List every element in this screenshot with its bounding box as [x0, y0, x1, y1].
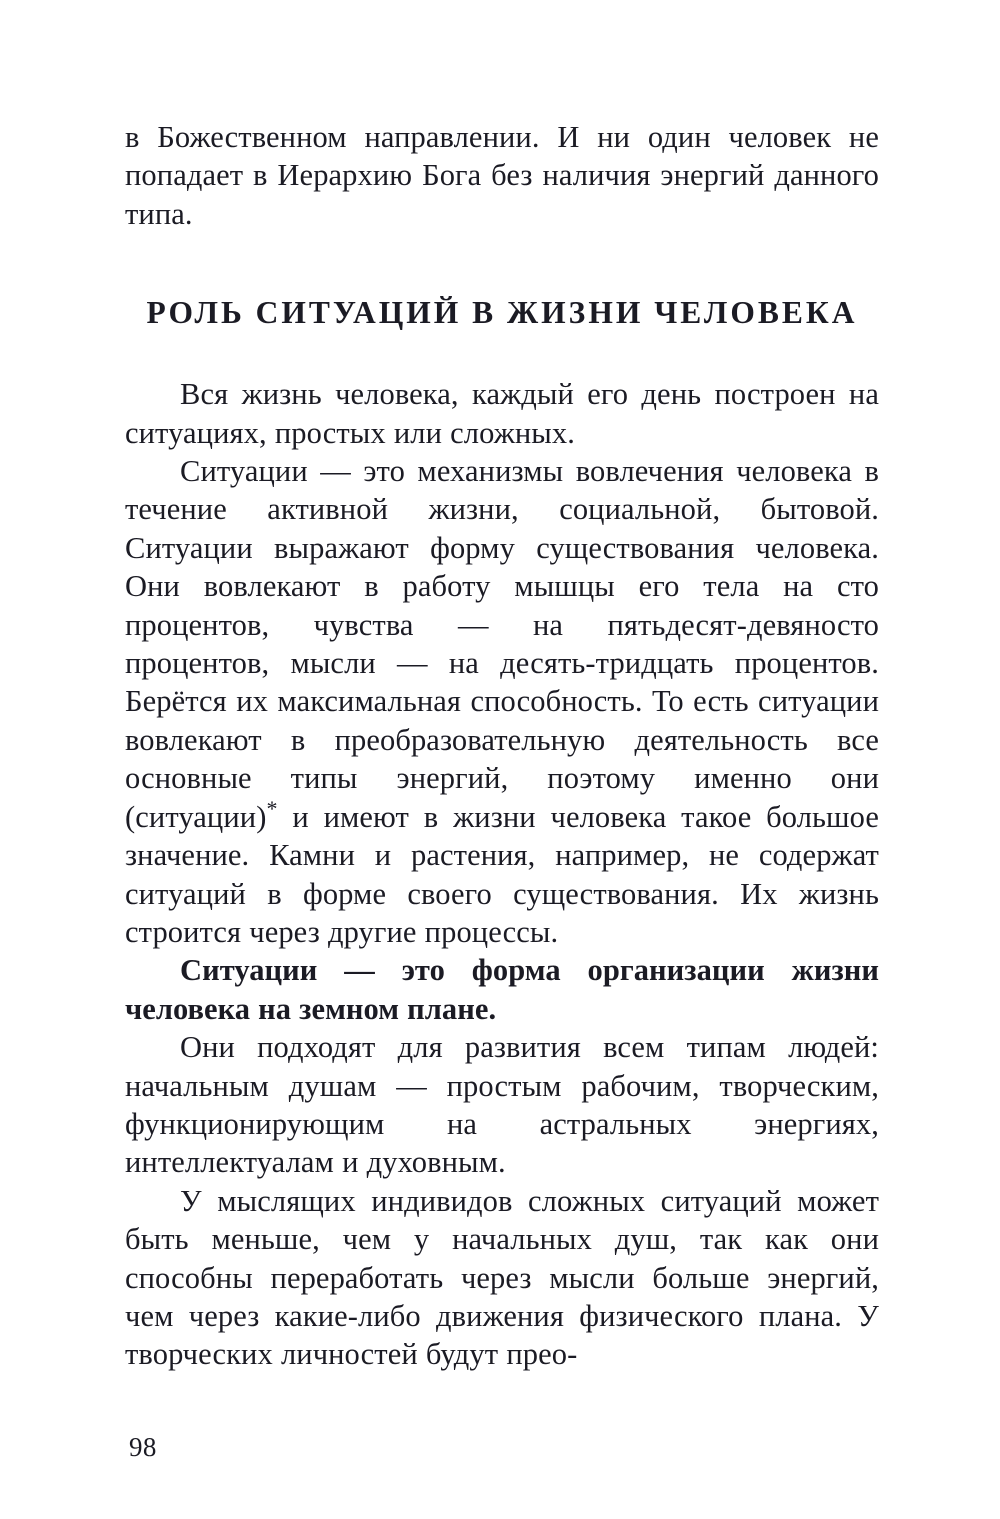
page-text-block — [125, 118, 879, 1374]
footnote-marker-asterisk: * — [266, 795, 278, 821]
paragraph-2-text-after-footnote: и имеют в жизни человека такое большое значение. Камни и растения, например, не содержат ситуаций в форме своего существования. Их жизнь строится через другие процессы. — [125, 799, 879, 949]
paragraph-4: Они подходят для развития всем типам людей: начальным душам — простым рабочим, творческим, функционирующим на астральных энергиях, интеллектуалам и духовным. — [125, 1030, 879, 1180]
paragraph-2 — [125, 452, 879, 951]
paragraph-2-text-before-footnote: Ситуации — это механизмы вовлечения человека в течение активной жизни, социальной, бытовой. Ситуации выражают форму существования человека. Они вовлекают в работу мышцы его тела на сто процентов, чувства — на пятьдесят-девяносто процентов, мысли — на десять-тридцать процентов. Берётся их максимальная способность. То есть ситуации вовлекают в преобразовательную деятельность все основные типы энергий, поэтому именно они (ситуации) — [125, 454, 879, 834]
paragraph-1: Вся жизнь человека, каждый его день построен на ситуациях, простых или сложных. — [125, 377, 879, 450]
continued-paragraph: в Божественном направлении. И ни один человек не попадает в Иерархию Бога без наличия энергий данного типа. — [125, 120, 879, 231]
paragraph-3-bold-statement: Ситуации — это форма организации жизни человека на земном плане. — [125, 953, 879, 1026]
heading-bottom-spacer — [125, 331, 879, 375]
heading-top-spacer — [125, 233, 879, 295]
paragraph-5: У мыслящих индивидов сложных ситуаций может быть меньше, чем у начальных душ, так как они способны переработать через мысли больше энергий, чем через какие-либо движения физического плана. У творческих личностей будут прео- — [125, 1183, 879, 1372]
page-number: 98 — [129, 1432, 157, 1462]
chapter-heading: РОЛЬ СИТУАЦИЙ В ЖИЗНИ ЧЕЛОВЕКА — [146, 295, 858, 331]
